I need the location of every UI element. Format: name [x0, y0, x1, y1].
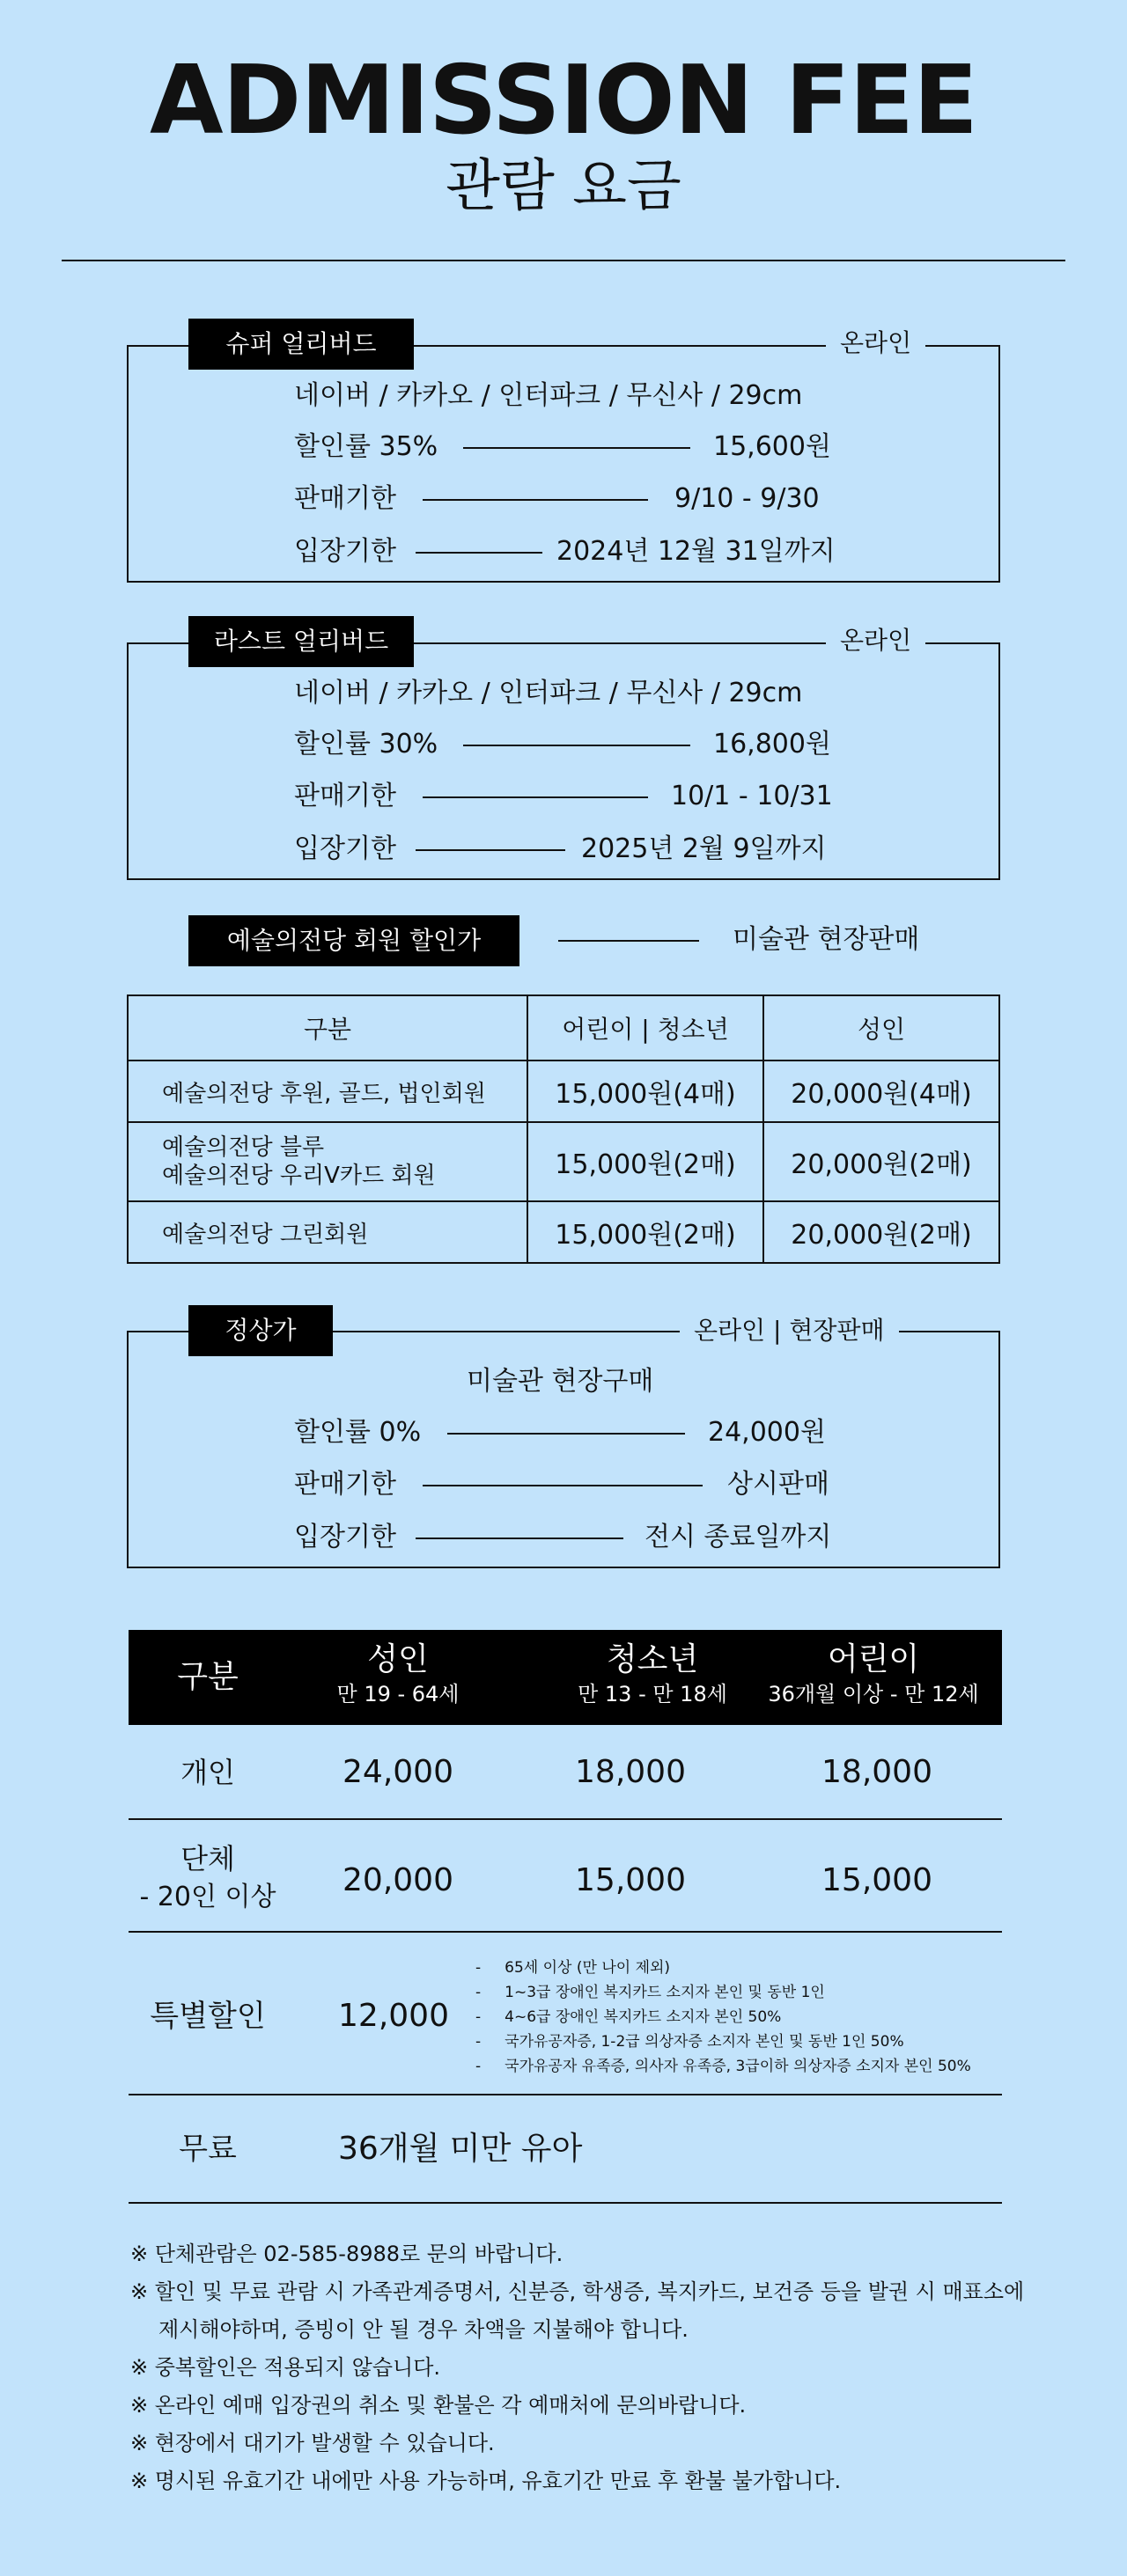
leader-line: [416, 849, 565, 851]
sale-period-label: 판매기한: [294, 1469, 396, 1500]
regular-price-channel: 온라인 | 현장판매: [680, 1313, 899, 1348]
super-early-bird-tag: 슈퍼 얼리버드: [188, 319, 414, 370]
regular-subtitle: 미술관 현장구매: [467, 1366, 654, 1397]
row-divider: [129, 2202, 1002, 2204]
child-youth-price: 15,000원(2매): [527, 1122, 763, 1201]
special-price: 12,000: [338, 1998, 449, 2034]
leader-line: [416, 1538, 623, 1539]
row-label-group: 단체: [180, 1842, 235, 1875]
header-adult-label: 성인: [367, 1641, 429, 1677]
header-youth-age: 만 13 - 만 18세: [578, 1682, 727, 1706]
row-divider: [129, 1931, 1002, 1933]
header-adult: [301, 1630, 495, 1725]
row-divider: [129, 2094, 1002, 2095]
leader-line: [558, 940, 699, 942]
row-label-group-sub: - 20인 이상: [139, 1882, 276, 1912]
discount-price: 15,600원: [713, 431, 831, 462]
row-label-free: 무료: [179, 2132, 237, 2167]
list-item: - 4~6급 장애인 복지카드 소지자 본인 50%: [475, 2008, 782, 2026]
leader-line: [463, 745, 690, 746]
sale-period-value: 10/1 - 10/31: [671, 781, 833, 811]
sale-period-value: 상시판매: [727, 1469, 829, 1500]
sale-period-label: 판매기한: [294, 483, 396, 514]
adult-price: 24,000: [343, 1754, 453, 1790]
child-price: 18,000: [821, 1754, 932, 1790]
vendor-list: 네이버 / 카카오 / 인터파크 / 무신사 / 29cm: [294, 380, 803, 411]
leader-line: [416, 552, 542, 554]
adult-price: 20,000: [343, 1862, 453, 1898]
table-header-row: [128, 995, 999, 1060]
divider: [62, 260, 1065, 261]
sale-period-label: 판매기한: [294, 781, 396, 811]
last-early-bird-channel: 온라인: [826, 623, 925, 658]
page-title: ADMISSION FEE: [150, 46, 977, 156]
table-row: [128, 1201, 999, 1263]
column-header-adult: 성인: [763, 995, 999, 1060]
note-item: ※ 명시된 유효기간 내에만 사용 가능하며, 유효기간 만료 후 환불 불가합니다.: [130, 2469, 842, 2493]
list-item: - 국가유공자증, 1-2급 의상자증 소지자 본인 및 동반 1인 50%: [475, 2033, 904, 2051]
member-category: [128, 1122, 527, 1201]
adult-price: 20,000원(4매): [763, 1060, 999, 1122]
note-item: ※ 중복할인은 적용되지 않습니다.: [130, 2355, 441, 2380]
discount-price: 16,800원: [713, 729, 831, 760]
entry-deadline-value: 전시 종료일까지: [645, 1522, 832, 1552]
discount-label: 할인률 0%: [294, 1417, 422, 1448]
entry-deadline-value: 2024년 12월 31일까지: [556, 536, 836, 567]
member-category: 예술의전당 그린회원: [128, 1201, 527, 1263]
list-item: - 국가유공자 유족증, 의사자 유족증, 3급이하 의상자증 소지자 본인 50%: [475, 2058, 971, 2075]
child-price: 15,000: [821, 1862, 932, 1898]
child-youth-price: 15,000원(4매): [527, 1060, 763, 1122]
table-row: [128, 1122, 999, 1201]
header-youth: [525, 1630, 780, 1725]
note-item: 제시해야하며, 증빙이 안 될 경우 차액을 지불해야 합니다.: [158, 2317, 689, 2342]
page-subtitle: 관람 요금: [446, 154, 681, 219]
leader-line: [447, 1433, 685, 1435]
column-header-category: 구분: [128, 995, 527, 1060]
notes-list: [130, 2235, 1024, 2500]
member-discount-tag: 예술의전당 회원 할인가: [188, 915, 519, 966]
discount-price: 24,000원: [708, 1417, 826, 1448]
leader-line: [463, 447, 690, 449]
discount-label: 할인률 35%: [294, 431, 438, 462]
entry-deadline-label: 입장기한: [294, 833, 396, 864]
list-item: - 1~3급 장애인 복지카드 소지자 본인 및 동반 1인: [475, 1984, 825, 2001]
column-header-child-youth: 어린이 | 청소년: [527, 995, 763, 1060]
free-description: 36개월 미만 유아: [338, 2131, 583, 2167]
leader-line: [423, 796, 648, 798]
header-child-age: 36개월 이상 - 만 12세: [768, 1682, 979, 1706]
list-item: - 65세 이상 (만 나이 제외): [475, 1959, 671, 1977]
entry-deadline-label: 입장기한: [294, 1522, 396, 1552]
row-label-individual: 개인: [180, 1756, 235, 1789]
entry-deadline-label: 입장기한: [294, 536, 396, 567]
leader-line: [423, 1485, 703, 1486]
row-divider: [129, 1818, 1002, 1820]
member-discount-channel: 미술관 현장판매: [733, 924, 920, 955]
member-category-line: 예술의전당 우리V카드 회원: [162, 1163, 436, 1189]
note-item: ※ 할인 및 무료 관람 시 가족관계증명서, 신분증, 학생증, 복지카드, 보건증 등을 발권 시 매표소에: [130, 2279, 1025, 2304]
member-category-line: 예술의전당 블루: [162, 1134, 325, 1161]
member-discount-table: [127, 994, 1000, 1264]
price-table-header: [129, 1630, 1002, 1725]
header-adult-age: 만 19 - 64세: [336, 1682, 460, 1706]
adult-price: 20,000원(2매): [763, 1201, 999, 1263]
child-youth-price: 15,000원(2매): [527, 1201, 763, 1263]
adult-price: 20,000원(2매): [763, 1122, 999, 1201]
vendor-list: 네이버 / 카카오 / 인터파크 / 무신사 / 29cm: [294, 678, 803, 708]
member-category: 예술의전당 후원, 골드, 법인회원: [128, 1060, 527, 1122]
regular-price-tag: 정상가: [188, 1305, 333, 1356]
leader-line: [423, 499, 648, 501]
header-category: 구분: [177, 1659, 239, 1695]
note-item: ※ 단체관람은 02-585-8988로 문의 바랍니다.: [130, 2242, 564, 2266]
super-early-bird-channel: 온라인: [826, 326, 925, 361]
header-child: [745, 1630, 1002, 1725]
entry-deadline-value: 2025년 2월 9일까지: [581, 833, 827, 864]
note-item: ※ 현장에서 대기가 발생할 수 있습니다.: [130, 2431, 495, 2455]
special-conditions-list: [475, 1956, 971, 2079]
header-child-label: 어린이: [827, 1641, 920, 1677]
header-youth-label: 청소년: [606, 1641, 699, 1677]
row-label-special: 특별할인: [150, 1999, 266, 2034]
youth-price: 18,000: [575, 1754, 686, 1790]
sale-period-value: 9/10 - 9/30: [674, 483, 820, 514]
youth-price: 15,000: [575, 1862, 686, 1898]
discount-label: 할인률 30%: [294, 729, 438, 760]
note-item: ※ 온라인 예매 입장권의 취소 및 환불은 각 예매처에 문의바랍니다.: [130, 2393, 747, 2418]
last-early-bird-tag: 라스트 얼리버드: [188, 616, 414, 667]
table-row: [128, 1060, 999, 1122]
